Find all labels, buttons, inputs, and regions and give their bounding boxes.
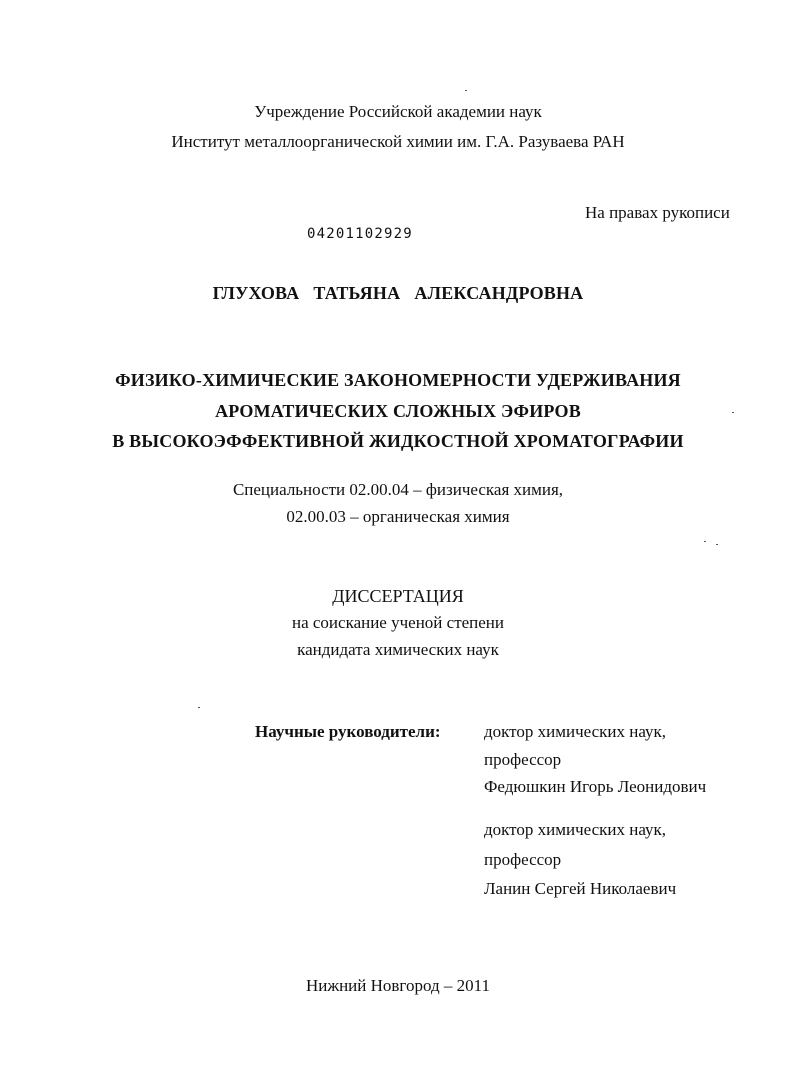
institution-line-1: Учреждение Российской академии наук [254,102,542,121]
title-line-2: АРОМАТИЧЕСКИХ СЛОЖНЫХ ЭФИРОВ [215,401,581,421]
supervisor-2-rank: профессор [484,850,562,869]
institution-line-2: Институт металлоорганической химии им. Г.А. Разуваева РАН [171,132,625,151]
author-name: ГЛУХОВА ТАТЬЯНА АЛЕКСАНДРОВНА [212,283,584,303]
registration-number: 04201102929 [307,226,413,242]
specialties-line-1: Специальности 02.00.04 – физическая химия, [232,480,564,499]
scan-speck [732,412,734,413]
city-year-footer: Нижний Новгород – 2011 [305,976,491,995]
degree-line-3: кандидата химических наук [297,640,499,659]
specialties-line-2: 02.00.03 – органическая химия [286,507,510,526]
scan-speck [465,90,467,91]
supervisor-1-rank: профессор [484,750,562,769]
supervisor-1-name: Федюшкин Игорь Леонидович [484,777,707,796]
supervisors-label: Научные руководители: [255,722,441,741]
degree-line-2: на соискание ученой степени [291,613,505,632]
title-line-3: В ВЫСОКОЭФФЕКТИВНОЙ ЖИДКОСТНОЙ ХРОМАТОГРАФИИ [112,431,684,451]
scan-speck [704,541,706,542]
degree-type: ДИССЕРТАЦИЯ [332,586,464,606]
supervisor-1-degree: доктор химических наук, [484,722,667,741]
scan-speck [716,544,718,545]
supervisor-2-degree: доктор химических наук, [484,820,667,839]
manuscript-note: На правах рукописи [585,203,730,222]
supervisor-2-name: Ланин Сергей Николаевич [484,879,677,898]
scan-speck [198,707,200,708]
title-line-1: ФИЗИКО-ХИМИЧЕСКИЕ ЗАКОНОМЕРНОСТИ УДЕРЖИВАНИЯ [115,370,681,390]
